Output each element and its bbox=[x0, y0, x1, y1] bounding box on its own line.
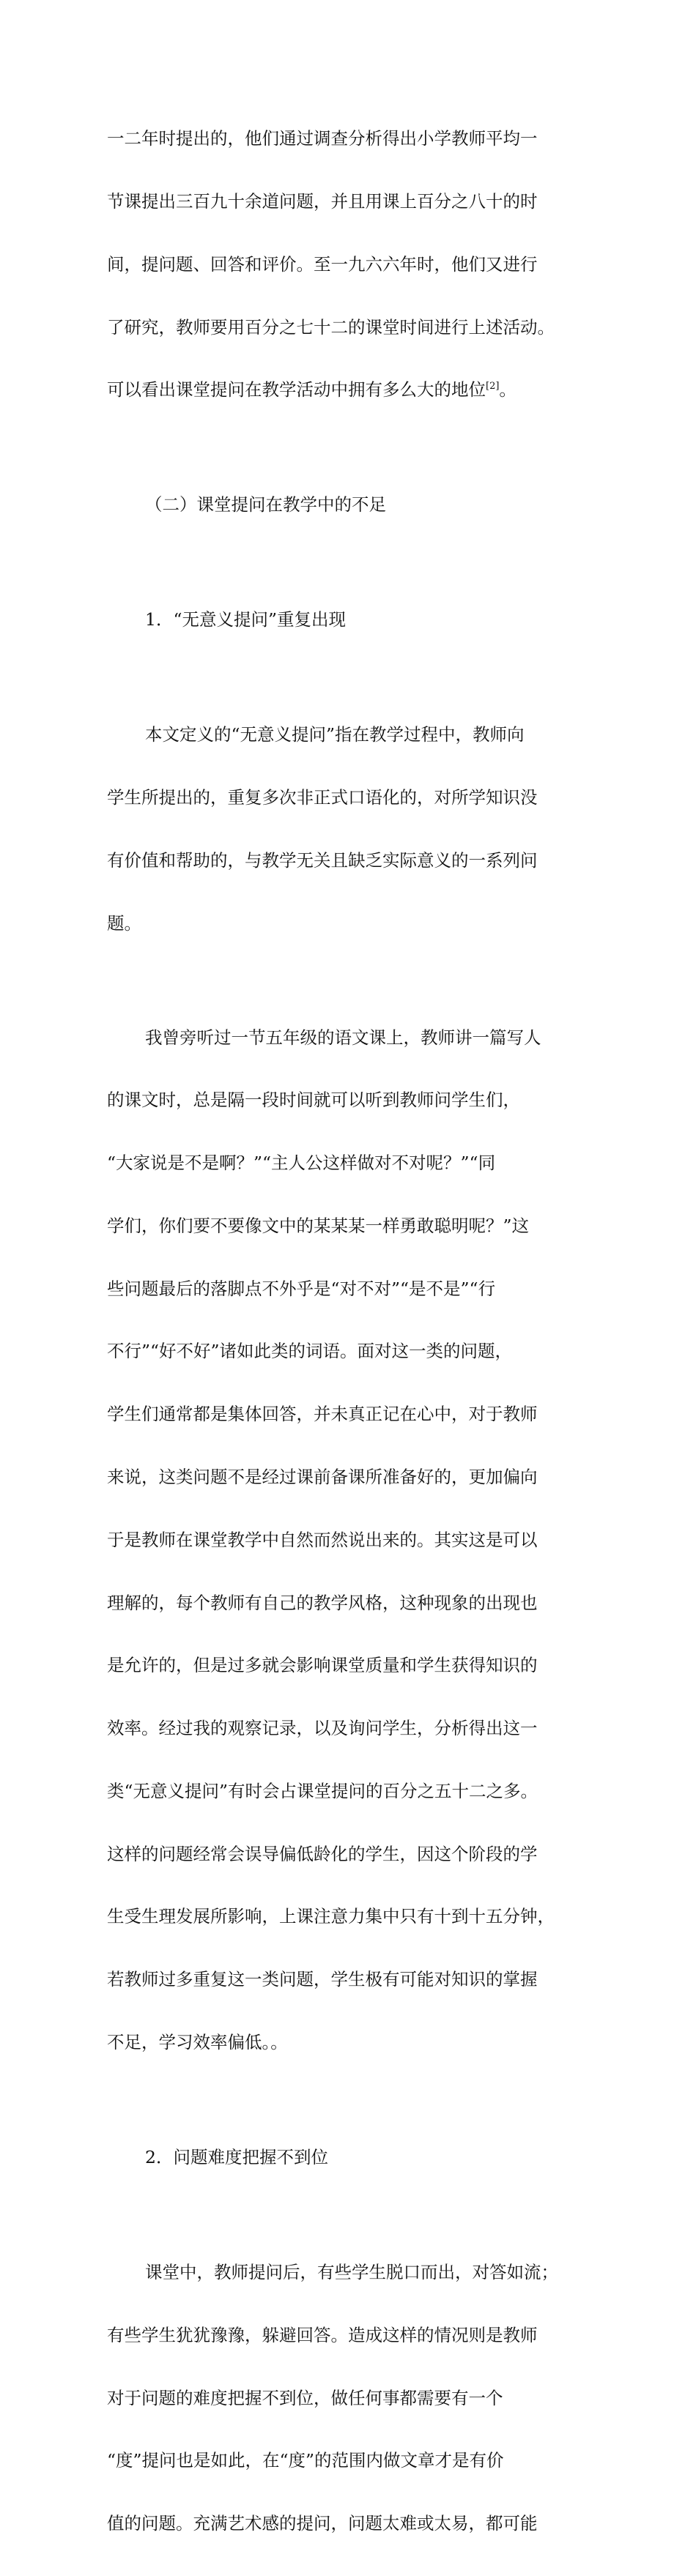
text-line: 学生所提出的，重复多次非正式口语化的，对所学知识没 bbox=[107, 787, 538, 808]
text-line: 可以看出课堂提问在教学活动中拥有多么大的地位 bbox=[107, 379, 486, 401]
text-line: 课堂中，教师提问后，有些学生脱口而出，对答如流； bbox=[145, 2261, 558, 2282]
text-line: 些问题最后的落脚点不外乎是“对不对”“是不是”“行 bbox=[107, 1278, 496, 1299]
heading-text: （二）课堂提问在教学中的不足 bbox=[145, 494, 386, 515]
text-line: 不足，学习效率偏低。。 bbox=[107, 2032, 288, 2053]
text-tail: 。 bbox=[499, 379, 517, 401]
text-line: 效率。经过我的观察记录，以及询问学生，分析得出这一 bbox=[107, 1718, 538, 1739]
text-line: 生受生理发展所影响，上课注意力集中只有十到十五分钟， bbox=[107, 1906, 555, 1927]
text-line: 了研究，教师要用百分之七十二的课堂时间进行上述活动。 bbox=[107, 316, 555, 338]
text-line: 节课提出三百九十余道问题，并且用课上百分之八十的时 bbox=[107, 190, 538, 212]
text-line: 若教师过多重复这一类问题，学生极有可能对知识的掌握 bbox=[107, 1969, 538, 1990]
text-line: “度”提问也是如此，在“度”的范围内做文章才是有价 bbox=[107, 2450, 504, 2471]
heading-text: 2．问题难度把握不到位 bbox=[145, 2147, 328, 2167]
text-line: 对于问题的难度把握不到位，做任何事都需要有一个 bbox=[107, 2387, 503, 2408]
subsection-heading-1 bbox=[107, 567, 591, 672]
text-line: 学生们通常都是集体回答，并未真正记在心中，对于教师 bbox=[107, 1404, 538, 1425]
text-line: “大家说是不是啊？”“主人公这样做对不对呢？”“同 bbox=[107, 1153, 496, 1174]
text-line: 不行”“好不好”诸如此类的词语。面对这一类的问题， bbox=[107, 1341, 513, 1362]
paragraph-definition bbox=[107, 682, 591, 975]
section-heading bbox=[107, 453, 591, 557]
text-line: 有价值和帮助的，与教学无关且缺乏实际意义的一系列问 bbox=[107, 849, 538, 871]
heading-text: 1．“无意义提问”重复出现 bbox=[145, 609, 346, 630]
text-line: 是允许的，但是过多就会影响课堂质量和学生获得知识的 bbox=[107, 1655, 538, 1676]
text-line: 类“无意义提问”有时会占课堂提问的百分之五十二之多。 bbox=[107, 1780, 538, 1801]
text-line: 题。 bbox=[107, 912, 141, 934]
text-line: 来说，这类问题不是经过课前备课所准备好的，更加偏向 bbox=[107, 1467, 538, 1487]
text-line: 于是教师在课堂教学中自然而然说出来的。其实这是可以 bbox=[107, 1529, 538, 1550]
text-line: 理解的，每个教师有自己的教学风格，这种现象的出现也 bbox=[107, 1592, 538, 1613]
subsection-heading-2 bbox=[107, 2105, 591, 2210]
text-line: 我曾旁听过一节五年级的语文课上，教师讲一篇写人 bbox=[145, 1027, 541, 1048]
text-line: 的课文时，总是隔一段时间就可以听到教师问学生们， bbox=[107, 1090, 520, 1111]
text-line: 间，提问题、回答和评价。至一九六六年时，他们又进行 bbox=[107, 253, 538, 275]
document-page bbox=[107, 86, 591, 2576]
text-line: 一二年时提出的，他们通过调查分析得出小学教师平均一 bbox=[107, 128, 538, 149]
text-line: 学们，你们要不要像文中的某某某一样勇敢聪明呢？”这 bbox=[107, 1215, 530, 1236]
text-line: 这样的问题经常会误导偏低龄化的学生，因这个阶段的学 bbox=[107, 1843, 538, 1864]
paragraph-observation bbox=[107, 985, 591, 2094]
text-line-with-citation bbox=[107, 379, 591, 401]
text-line: 本文定义的“无意义提问”指在教学过程中，教师向 bbox=[145, 724, 525, 745]
text-line: 有些学生犹犹豫豫，躲避回答。造成这样的情况则是教师 bbox=[107, 2324, 538, 2345]
text-line: 值的问题。充满艺术感的提问，问题太难或太易，都可能 bbox=[107, 2513, 538, 2534]
paragraph-difficulty bbox=[107, 2220, 591, 2576]
citation-reference: [2] bbox=[486, 381, 500, 392]
paragraph-intro bbox=[107, 86, 591, 442]
